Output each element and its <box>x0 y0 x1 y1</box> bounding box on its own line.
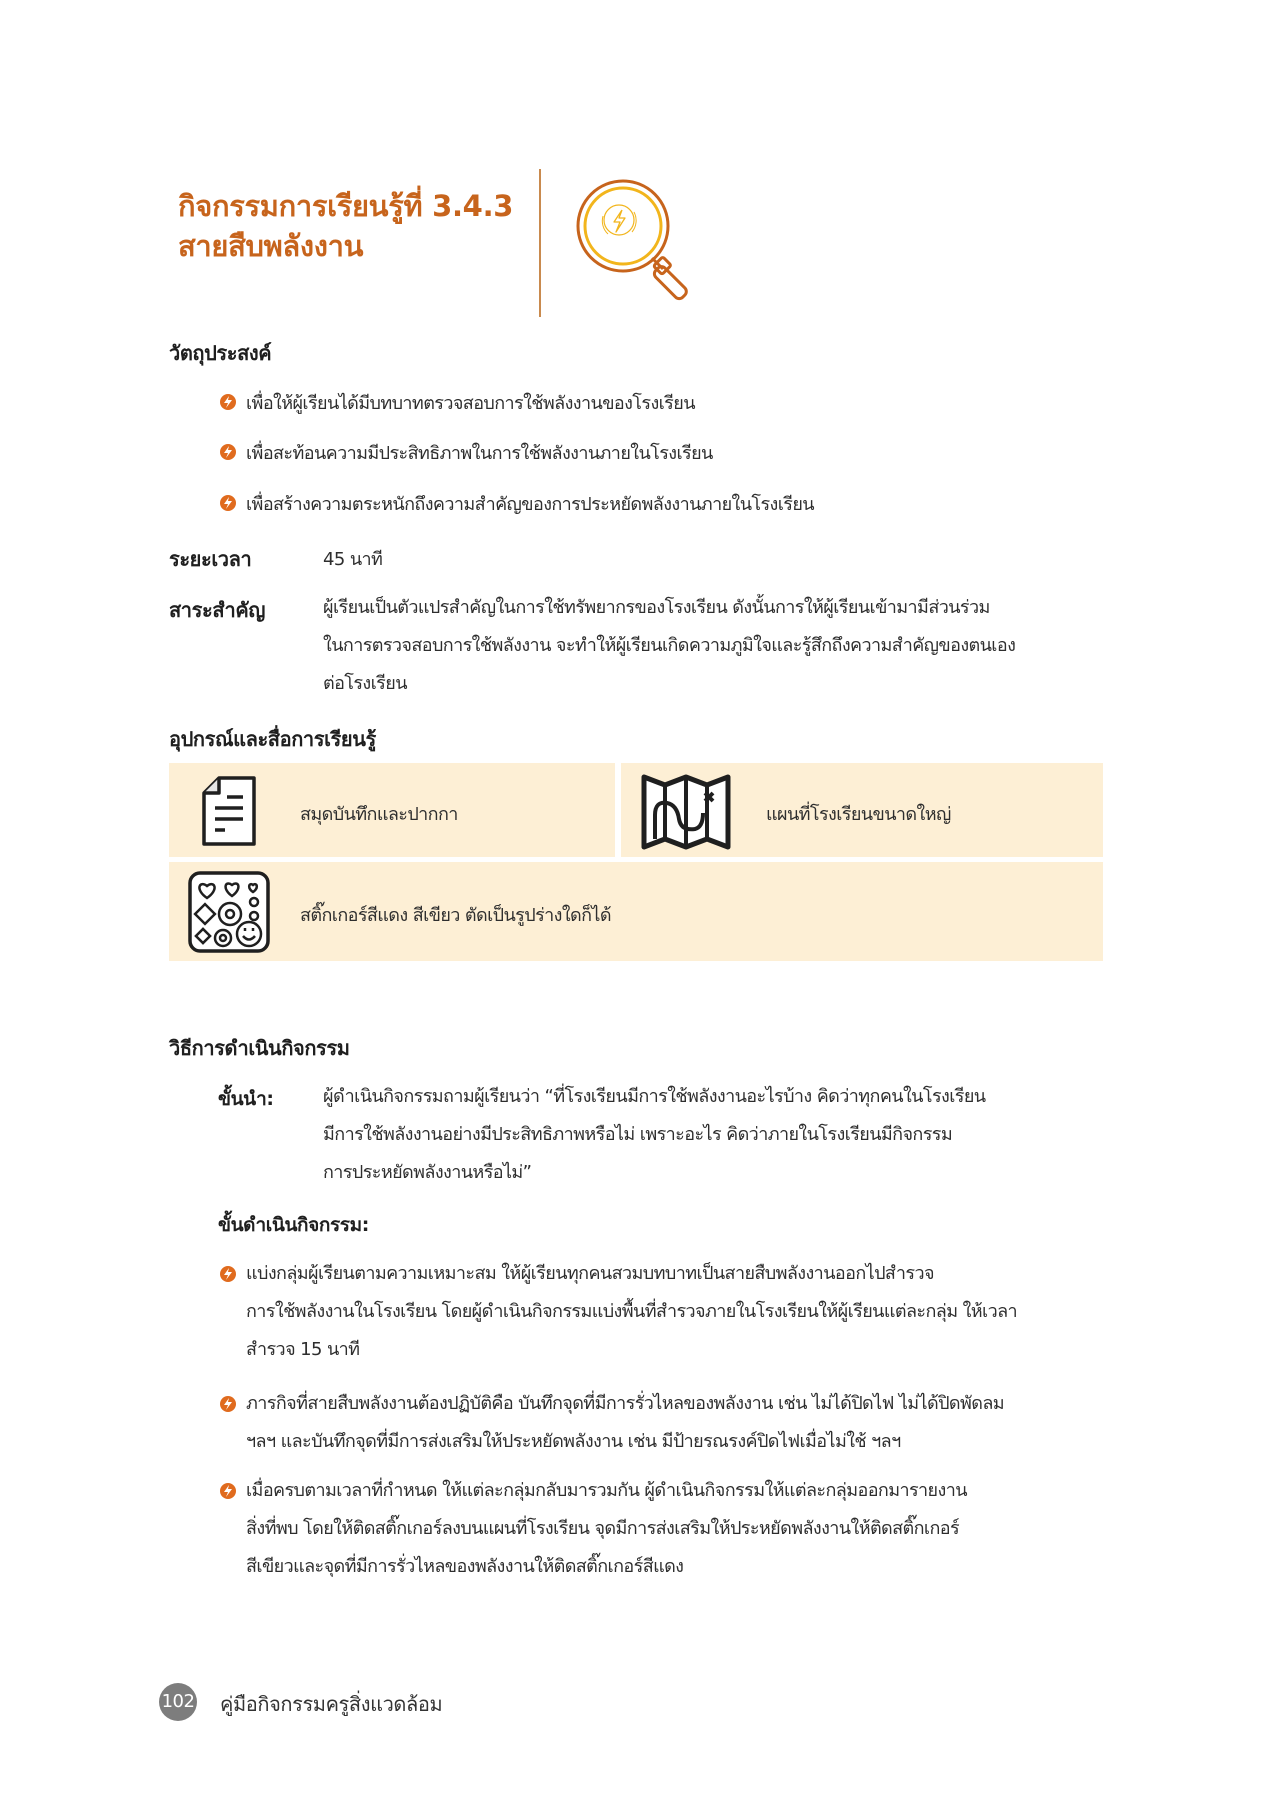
intro-paragraph <box>323 1078 1113 1192</box>
procedure-heading: วิธีการดำเนินกิจกรรม <box>169 1036 350 1060</box>
lightning-bullet-icon <box>220 444 236 460</box>
book-title: คู่มือกิจกรรมครูสิ่งแวดล้อม <box>220 1692 443 1716</box>
step-line: ฯลฯ และบันทึกจุดที่มีการส่งเสริมให้ประหยัดพลังงาน เช่น มีป้ายรณรงค์ปิดไฟเมื่อไม่ใช้ ฯลฯ <box>246 1431 901 1452</box>
essence-line: ในการตรวจสอบการใช้พลังงาน จะทำให้ผู้เรียนเกิดความภูมิใจและรู้สึกถึงความสำคัญของตนเอง <box>323 635 1016 656</box>
document-icon <box>201 775 257 851</box>
lightning-bullet-icon <box>220 1483 236 1499</box>
step-text <box>246 1255 1017 1369</box>
magnifier-lightning-icon <box>568 176 703 301</box>
steps-label: ขั้นดำเนินกิจกรรม: <box>218 1214 369 1236</box>
step-line: แบ่งกลุ่มผู้เรียนตามความเหมาะสม ให้ผู้เรียนทุกคนสวมบทบาทเป็นสายสืบพลังงานออกไปสำรวจ <box>246 1263 934 1284</box>
objectives-heading: วัตถุประสงค์ <box>169 341 272 365</box>
lightning-bullet-icon <box>220 1266 236 1282</box>
step-item <box>220 1255 1115 1369</box>
material-item-notebook <box>169 763 615 857</box>
lightning-bullet-icon <box>220 495 236 511</box>
activity-title-line1: กิจกรรมการเรียนรู้ที่ 3.4.3 <box>178 189 514 223</box>
intro-line: ผู้ดำเนินกิจกรรมถามผู้เรียนว่า “ที่โรงเรียนมีการใช้พลังงานอะไรบ้าง คิดว่าทุกคนในโรงเรียน <box>323 1086 986 1107</box>
stickers-icon <box>187 870 271 958</box>
lightning-bullet-icon <box>220 1396 236 1412</box>
material-label: สมุดบันทึกและปากกา <box>300 804 458 825</box>
lightning-bullet-icon <box>220 394 236 410</box>
step-line: ภารกิจที่สายสืบพลังงานต้องปฏิบัติคือ บันทึกจุดที่มีการรั่วไหลของพลังงาน เช่น ไม่ได้ปิดไฟ ไม่ได้ปิดพัดลม <box>246 1393 1005 1414</box>
materials-heading: อุปกรณ์และสื่อการเรียนรู้ <box>169 727 376 751</box>
objective-text: เพื่อให้ผู้เรียนได้มีบทบาทตรวจสอบการใช้พลังงานของโรงเรียน <box>246 393 695 414</box>
activity-title-line2: สายสืบพลังงาน <box>178 229 364 263</box>
essence-paragraph <box>323 589 1113 703</box>
material-label: แผนที่โรงเรียนขนาดใหญ่ <box>766 804 951 825</box>
material-label: สติ๊กเกอร์สีแดง สีเขียว ตัดเป็นรูปร่างใดก็ได้ <box>300 905 611 926</box>
step-item <box>220 1385 1115 1461</box>
essence-line: ต่อโรงเรียน <box>323 673 407 694</box>
intro-line: การประหยัดพลังงานหรือไม่” <box>323 1162 532 1183</box>
duration-label: ระยะเวลา <box>169 547 252 571</box>
objective-item <box>220 438 713 467</box>
material-item-map <box>621 763 1103 857</box>
objective-text: เพื่อสร้างความตระหนักถึงความสำคัญของการประหยัดพลังงานภายในโรงเรียน <box>246 494 815 515</box>
step-line: เมื่อครบตามเวลาที่กำหนด ให้แต่ละกลุ่มกลับมารวมกัน ผู้ดำเนินกิจกรรมให้แต่ละกลุ่มออกมารายงาน <box>246 1480 967 1501</box>
step-line: สำรวจ 15 นาที <box>246 1339 360 1360</box>
activity-title <box>178 186 513 266</box>
objective-item <box>220 388 695 417</box>
material-item-stickers <box>169 862 1103 961</box>
objective-text: เพื่อสะท้อนความมีประสิทธิภาพในการใช้พลังงานภายในโรงเรียน <box>246 443 713 464</box>
step-item <box>220 1472 1115 1586</box>
page-number-badge: 102 <box>159 1683 197 1721</box>
intro-label: ขั้นนำ: <box>218 1088 274 1110</box>
step-text <box>246 1472 967 1586</box>
step-line: สีเขียวและจุดที่มีการรั่วไหลของพลังงานให้ติดสติ๊กเกอร์สีแดง <box>246 1556 684 1577</box>
objective-item <box>220 489 814 518</box>
map-icon <box>641 771 731 857</box>
title-divider <box>539 169 541 317</box>
step-line: สิ่งที่พบ โดยให้ติดสติ๊กเกอร์ลงบนแผนที่โรงเรียน จุดมีการส่งเสริมให้ประหยัดพลังงานให้ติดสติ๊กเกอร์ <box>246 1518 960 1539</box>
step-text <box>246 1385 1004 1461</box>
step-line: การใช้พลังงานในโรงเรียน โดยผู้ดำเนินกิจกรรมแบ่งพื้นที่สำรวจภายในโรงเรียนให้ผู้เรียนแต่ละกลุ่ม ให้เวลา <box>246 1301 1018 1322</box>
intro-line: มีการใช้พลังงานอย่างมีประสิทธิภาพหรือไม่ เพราะอะไร คิดว่าภายในโรงเรียนมีกิจกรรม <box>323 1124 953 1145</box>
duration-value: 45 นาที <box>323 549 383 570</box>
essence-line: ผู้เรียนเป็นตัวแปรสำคัญในการใช้ทรัพยากรของโรงเรียน ดังนั้นการให้ผู้เรียนเข้ามามีส่วนร่วม <box>323 597 990 618</box>
essence-label: สาระสำคัญ <box>169 598 265 622</box>
